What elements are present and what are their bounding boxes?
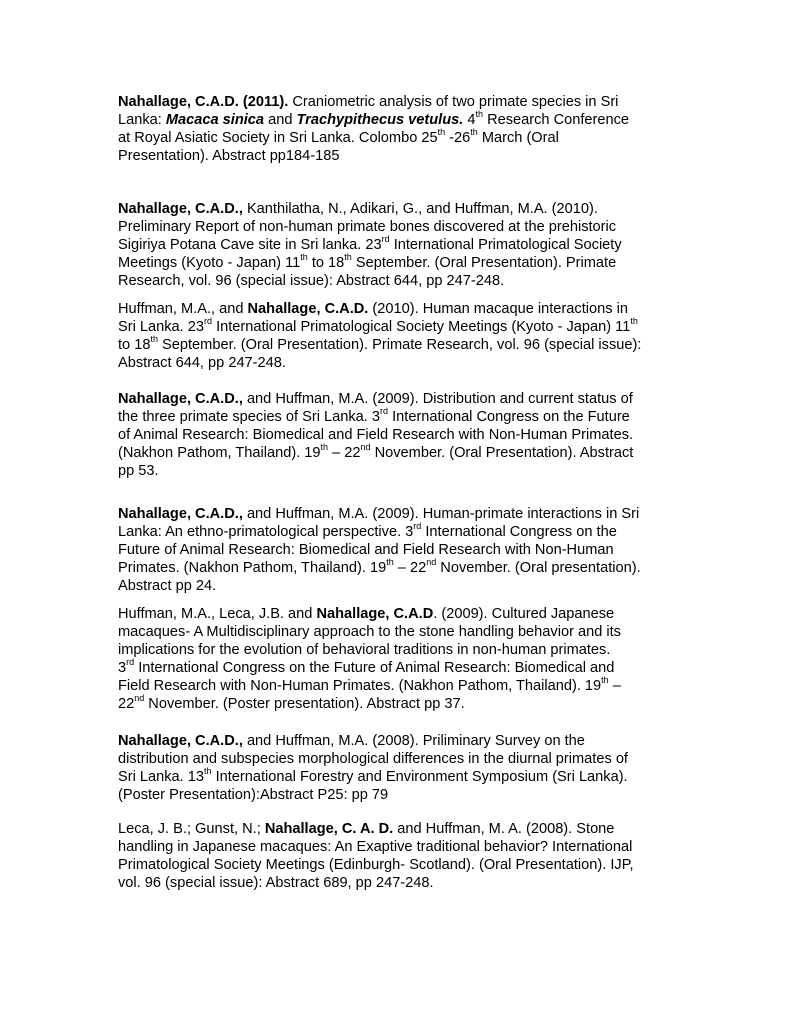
- citation-line: [118, 254, 698, 272]
- citation-text: International Congress on the Future: [388, 409, 630, 425]
- citation-line: [118, 838, 698, 856]
- citation-text: Future of Animal Research: Biomedical and Field Research with Non-Human: [118, 542, 614, 558]
- citation-text: International Congress on the: [421, 524, 617, 540]
- citation-line: [118, 462, 698, 480]
- citation-line: [118, 559, 698, 577]
- citation-text: Meetings (Kyoto - Japan) 11: [118, 255, 301, 271]
- ordinal-superscript: th: [630, 316, 638, 327]
- citation-line: [118, 408, 698, 426]
- citation-line: [118, 874, 698, 892]
- citation-text: Field Research with Non-Human Primates. (Nakhon Pathom, Thailand). 19: [118, 678, 602, 694]
- citation-text: November. (Oral Presentation). Abstract: [370, 445, 634, 461]
- citation-text: – 22: [393, 560, 427, 576]
- ordinal-superscript: nd: [134, 693, 145, 704]
- ordinal-superscript: th: [475, 109, 484, 120]
- citation-text: macaques- A Multidisciplinary approach to the stone handling behavior and its: [118, 624, 621, 640]
- citation-text: at Royal Asiatic Society in Sri Lanka. Colombo 25: [118, 130, 438, 146]
- citation-text: Lanka: An ethno-primatological perspective. 3: [118, 524, 414, 540]
- citation-text: and: [264, 112, 297, 128]
- citation-text: September. (Oral Presentation). Primate Research, vol. 96 (special issue):: [157, 337, 642, 353]
- author-name-bold: Nahallage, C. A. D.: [264, 821, 394, 837]
- ordinal-superscript: th: [150, 334, 158, 345]
- citation-text: vol. 96 (special issue): Abstract 689, pp 247-248.: [118, 875, 434, 891]
- citation-text: distribution and subspecies morphological differences in the diurnal primates of: [118, 751, 628, 767]
- citation-line: [118, 390, 698, 408]
- citation-line: [118, 659, 698, 677]
- citation-line: [118, 505, 698, 523]
- citation-line: [118, 623, 698, 641]
- citation-line: [118, 272, 698, 290]
- ordinal-superscript: th: [470, 127, 478, 138]
- citation-text: 4: [463, 112, 476, 128]
- citation-text: of Animal Research: Biomedical and Field Research with Non-Human Primates.: [118, 427, 634, 443]
- citation-entry: [118, 200, 698, 290]
- citation-text: March (Oral: [477, 130, 559, 146]
- citation-text: Abstract 644, pp 247-248.: [118, 355, 286, 371]
- citation-line: [118, 426, 698, 444]
- citation-text: Abstract pp 24.: [118, 578, 217, 594]
- citation-text: Sigiriya Potana Cave site in Sri lanka. 23: [118, 237, 382, 253]
- citation-text: Kanthilatha, N., Adikari, G., and Huffman, M.A. (2010).: [242, 201, 598, 217]
- citation-entry: [118, 605, 698, 713]
- ordinal-superscript: nd: [360, 442, 371, 453]
- ordinal-superscript: th: [300, 252, 308, 263]
- citation-line: [118, 695, 698, 713]
- ordinal-superscript: th: [344, 252, 352, 263]
- citation-text: Primatological Society Meetings (Edinburgh- Scotland). (Oral Presentation). IJP,: [118, 857, 634, 873]
- citation-text: International Primatological Society Meetings (Kyoto - Japan) 11: [212, 319, 631, 335]
- ordinal-superscript: th: [386, 557, 394, 568]
- citation-text: Sri Lanka. 13: [118, 769, 204, 785]
- citation-text: Huffman, M.A., and: [118, 301, 248, 317]
- ordinal-superscript: nd: [426, 557, 437, 568]
- author-name-bold: Nahallage, C.A.D.,: [118, 201, 243, 217]
- citation-text: Lanka:: [118, 112, 166, 128]
- citation-line: [118, 336, 698, 354]
- citation-text: pp 53.: [118, 463, 159, 479]
- citation-text: Huffman, M.A., Leca, J.B. and: [118, 606, 317, 622]
- ordinal-superscript: th: [601, 675, 609, 686]
- citation-text: the three primate species of Sri Lanka. 3: [118, 409, 381, 425]
- citation-text: -26: [445, 130, 471, 146]
- citation-text: handling in Japanese macaques: An Exaptive traditional behavior? International: [118, 839, 633, 855]
- citation-entry: [118, 505, 698, 595]
- citation-text: and Huffman, M.A. (2009). Human-primate interactions in Sri: [242, 506, 640, 522]
- citation-text: Leca, J. B.; Gunst, N.;: [118, 821, 265, 837]
- citation-text: November. (Oral presentation).: [436, 560, 641, 576]
- citation-text: International Forestry and Environment Symposium (Sri Lanka).: [211, 769, 628, 785]
- citation-text: Primates. (Nakhon Pathom, Thailand). 19: [118, 560, 387, 576]
- ordinal-superscript: th: [204, 766, 212, 777]
- citation-line: [118, 354, 698, 372]
- citation-text: and Huffman, M.A. (2009). Distribution and current status of: [242, 391, 633, 407]
- citation-text: Craniometric analysis of two primate species in Sri: [288, 94, 619, 110]
- citation-line: [118, 218, 698, 236]
- ordinal-superscript: rd: [413, 521, 422, 532]
- citation-entry: [118, 732, 698, 804]
- citation-entry: [118, 820, 698, 892]
- citation-line: [118, 605, 698, 623]
- ordinal-superscript: rd: [381, 234, 390, 245]
- author-name-bold: Nahallage, C.A.D. (2011).: [118, 94, 289, 110]
- ordinal-superscript: th: [437, 127, 446, 138]
- species-name-italic: Trachypithecus vetulus.: [296, 112, 464, 128]
- citation-line: [118, 577, 698, 595]
- citation-text: Research, vol. 96 (special issue): Abstract 644, pp 247-248.: [118, 273, 505, 289]
- author-name-bold: Nahallage, C.A.D: [316, 606, 434, 622]
- citation-text: (2010). Human macaque interactions in: [368, 301, 628, 317]
- citation-line: [118, 111, 698, 129]
- citation-line: [118, 768, 698, 786]
- citation-text: Preliminary Report of non-human primate bones discovered at the prehistoric: [118, 219, 617, 235]
- citation-line: [118, 732, 698, 750]
- citation-line: [118, 147, 698, 165]
- citation-text: and Huffman, M.A. (2008). Priliminary Survey on the: [242, 733, 585, 749]
- citation-text: November. (Poster presentation). Abstract pp 37.: [144, 696, 465, 712]
- citation-line: [118, 523, 698, 541]
- citation-text: International Primatological Society: [389, 237, 622, 253]
- ordinal-superscript: rd: [380, 406, 389, 417]
- citation-text: International Congress on the Future of Animal Research: Biomedical and: [134, 660, 615, 676]
- citation-line: [118, 856, 698, 874]
- citation-line: [118, 318, 698, 336]
- author-name-bold: Nahallage, C.A.D.,: [118, 733, 243, 749]
- citation-line: [118, 444, 698, 462]
- citation-line: [118, 641, 698, 659]
- ordinal-superscript: th: [320, 442, 329, 453]
- citation-text: implications for the evolution of behavioral traditions in non-human primates.: [118, 642, 611, 658]
- ordinal-superscript: rd: [204, 316, 213, 327]
- citation-line: [118, 677, 698, 695]
- citation-text: 22: [118, 696, 135, 712]
- citation-text: to 18: [118, 337, 151, 353]
- citation-text: Sri Lanka. 23: [118, 319, 204, 335]
- citation-text: – 22: [328, 445, 361, 461]
- citation-line: [118, 93, 698, 111]
- author-name-bold: Nahallage, C.A.D.: [247, 301, 369, 317]
- author-name-bold: Nahallage, C.A.D.,: [118, 391, 243, 407]
- citation-text: (Poster Presentation):Abstract P25: pp 79: [118, 787, 389, 803]
- citation-text: Research Conference: [483, 112, 630, 128]
- citation-text: . (2009). Cultured Japanese: [433, 606, 615, 622]
- citation-line: [118, 236, 698, 254]
- citation-entry: [118, 390, 698, 480]
- citation-line: [118, 200, 698, 218]
- citation-text: Presentation). Abstract pp184-185: [118, 148, 340, 164]
- citation-text: to 18: [307, 255, 345, 271]
- author-name-bold: Nahallage, C.A.D.,: [118, 506, 243, 522]
- citation-entry: [118, 93, 698, 165]
- citation-line: [118, 129, 698, 147]
- citation-text: –: [608, 678, 621, 694]
- species-name-italic: Macaca sinica: [165, 112, 265, 128]
- citation-text: (Nakhon Pathom, Thailand). 19: [118, 445, 321, 461]
- citation-entry: [118, 300, 698, 372]
- ordinal-superscript: rd: [126, 657, 135, 668]
- citation-text: 3: [118, 660, 127, 676]
- citation-text: and Huffman, M. A. (2008). Stone: [393, 821, 615, 837]
- citation-text: September. (Oral Presentation). Primate: [351, 255, 617, 271]
- citation-line: [118, 786, 698, 804]
- citation-line: [118, 820, 698, 838]
- citation-line: [118, 541, 698, 559]
